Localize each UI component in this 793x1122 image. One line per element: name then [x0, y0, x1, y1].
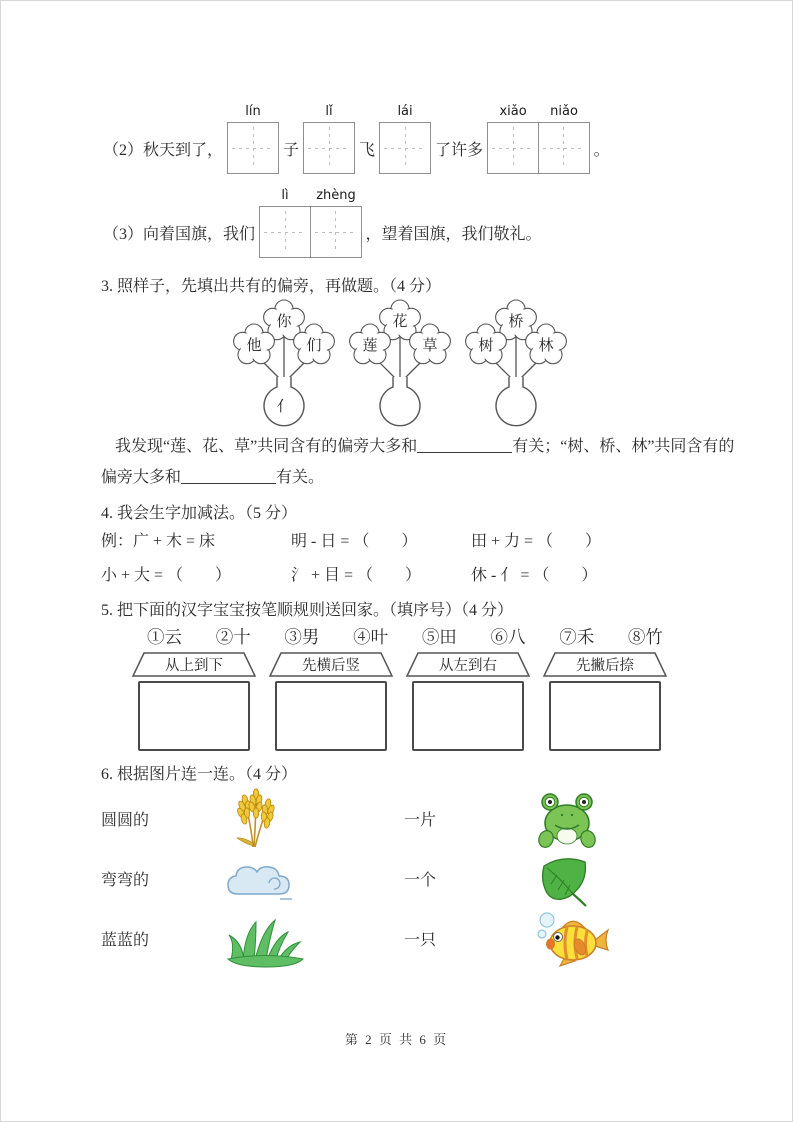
vase-radical: 亻: [276, 399, 292, 415]
writing-box-lizheng: [259, 188, 362, 258]
vase-diagram-caozitou: [345, 299, 455, 427]
matching-row: [101, 849, 661, 909]
vase-diagram-mu: [461, 299, 571, 427]
roof-label: 从上到下: [165, 658, 223, 674]
writing-cell: [303, 122, 355, 174]
blank-line: [181, 468, 276, 484]
equation: 小 + 大 = （ ）: [101, 567, 232, 584]
sentence-2-mid3: 了许多: [435, 141, 484, 159]
roof-label: 先横后竖: [302, 658, 360, 674]
equation-row: [101, 525, 721, 559]
question-3-title: 3. 照样子，先填出共有的偏旁，再做题。（4 分）: [101, 278, 442, 295]
numbered-char-8: ⑧竹: [627, 627, 663, 647]
pinyin-li4: lì: [281, 188, 289, 203]
numbered-char-1: ①云: [147, 627, 182, 647]
discovery-text-3: 有关。: [276, 469, 325, 486]
sentence-2-mid2: 飞: [359, 141, 376, 159]
house-roof: [542, 651, 668, 678]
house-top-to-bottom: [131, 651, 257, 751]
character-equations: [101, 525, 721, 593]
equation: 氵 + 目 = （ ）: [291, 567, 422, 584]
equation-row: [101, 559, 721, 593]
house-horizontal-first: [268, 651, 394, 751]
writing-box-lin: [227, 104, 279, 174]
vase-diagrams: [229, 299, 571, 427]
flower-char: 他: [246, 338, 262, 354]
flower-char: 你: [276, 314, 292, 330]
pinyin-lin: lín: [245, 104, 261, 119]
vase-diagram-ren: [229, 299, 339, 427]
question-6-title: 6. 根据图片连一连。（4 分）: [101, 766, 298, 783]
frog-icon: [535, 789, 599, 854]
fish-icon: [535, 911, 611, 974]
writing-cell: [379, 122, 431, 174]
pinyin-xiao: xiǎo: [499, 104, 527, 119]
flower-char: 草: [422, 338, 438, 354]
equation-example: 例：广 + 木 = 床: [101, 533, 216, 550]
bubble: [538, 930, 546, 938]
leaf-icon: [535, 853, 593, 916]
cloud-icon: [223, 859, 295, 908]
writing-cell: [487, 122, 539, 174]
roof-label: 从左到右: [439, 658, 497, 674]
grass-icon: [223, 913, 309, 974]
pinyin-lai: lái: [397, 104, 413, 119]
writing-cell: [538, 122, 590, 174]
measure-word: 一片: [404, 812, 437, 829]
discovery-text-1: 我发现“莲、花、草”共同含有的偏旁大多和: [115, 438, 418, 455]
flower-char: 莲: [362, 338, 378, 354]
writing-box-li: [303, 104, 355, 174]
answer-box: [549, 681, 661, 751]
discovery-paragraph: [101, 431, 741, 493]
roof-label: 先撇后捺: [576, 658, 634, 674]
adjective-label: 弯弯的: [101, 872, 150, 889]
matching-row: [101, 789, 661, 849]
house-left-to-right: [405, 651, 531, 751]
answer-box: [412, 681, 524, 751]
numbered-char-7: ⑦禾: [559, 627, 595, 647]
pinyin-zheng: zhèng: [316, 188, 356, 203]
sentence-2-prefix: （2）秋天到了，: [103, 141, 224, 159]
sentence-2-suffix: 。: [593, 141, 610, 159]
writing-cell: [310, 206, 362, 258]
flower-char: 桥: [508, 314, 524, 330]
house-roof: [405, 651, 531, 678]
numbered-char-2: ②十: [215, 627, 251, 647]
sentence-3: [101, 188, 544, 258]
matching-section: [101, 789, 661, 969]
blank-line: [417, 437, 512, 453]
numbered-char-3: ③男: [284, 627, 320, 647]
question-4-title: 4. 我会生字加减法。（5 分）: [101, 505, 298, 522]
writing-box-lai: [379, 104, 431, 174]
bubble: [540, 913, 554, 927]
question-5-title: 5. 把下面的汉字宝宝按笔顺规则送回家。（填序号）（4 分）: [101, 602, 514, 619]
wheat-icon: [223, 785, 285, 856]
measure-word: 一个: [404, 872, 437, 889]
flower-char: 们: [306, 338, 322, 354]
adjective-label: 蓝蓝的: [101, 932, 150, 949]
numbered-characters: [147, 624, 663, 649]
answer-box: [275, 681, 387, 751]
discovery-text-2: 有关；“树、桥、林”共同含有的偏旁大多和: [101, 438, 735, 486]
house-pie-before-na: [542, 651, 668, 751]
flower-char: 树: [478, 338, 494, 354]
writing-cell: [227, 122, 279, 174]
house-roof: [131, 651, 257, 678]
pinyin-niao: niǎo: [550, 104, 578, 119]
sentence-3-prefix: （3）向着国旗，我们: [103, 225, 256, 243]
writing-cell: [259, 206, 311, 258]
equation: 明 - 日 = （ ）: [291, 533, 418, 550]
measure-word: 一只: [404, 932, 437, 949]
equation: 田 + 力 = （ ）: [471, 533, 602, 550]
pinyin-li: lǐ: [325, 104, 333, 119]
stroke-rule-houses: [131, 651, 668, 751]
sentence-2-mid1: 子: [283, 141, 300, 159]
equation: 休 - 亻 = （ ）: [471, 567, 598, 584]
numbered-char-5: ⑤田: [421, 627, 457, 647]
sentence-2: [101, 104, 612, 174]
page-number: 第 2 页 共 6 页: [344, 1032, 449, 1047]
adjective-label: 圆圆的: [101, 812, 150, 829]
numbered-char-6: ⑥八: [490, 627, 526, 647]
flower-char: 花: [392, 314, 408, 330]
house-roof: [268, 651, 394, 678]
flower-char: 林: [538, 338, 554, 354]
numbered-char-4: ④叶: [353, 627, 389, 647]
writing-box-xiaoniao: [487, 104, 590, 174]
matching-row: [101, 909, 661, 969]
answer-box: [138, 681, 250, 751]
sentence-3-suffix: ，望着国旗，我们敬礼。: [365, 225, 542, 243]
